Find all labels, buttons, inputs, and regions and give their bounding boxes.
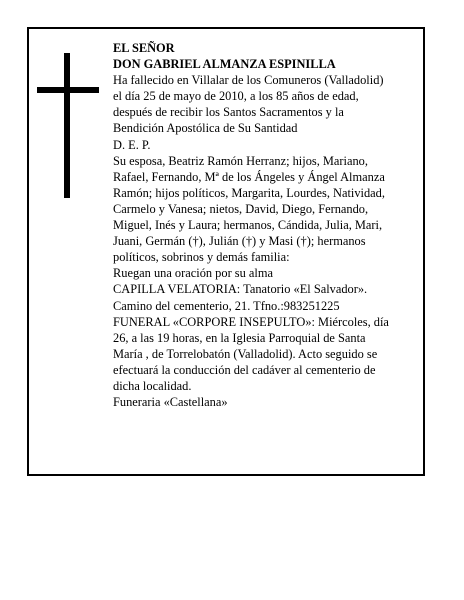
heading-title: EL SEÑOR xyxy=(113,41,175,55)
funeral-line: FUNERAL «CORPORE INSEPULTO»: Miércoles, día xyxy=(113,314,389,329)
body-line: Bendición Apostólica de Su Santidad xyxy=(113,121,298,136)
cross-vertical-bar xyxy=(64,53,70,198)
funeral-line: 26, a las 19 horas, en la Iglesia Parroquial de Santa xyxy=(113,330,366,345)
chapel-line: CAPILLA VELATORIA: Tanatorio «El Salvador». xyxy=(113,282,368,297)
body-line: el día 25 de mayo de 2010, a los 85 años de edad, xyxy=(113,89,359,104)
funeral-line: María , de Torrelobatón (Valladolid). Acto seguido se xyxy=(113,346,378,361)
obituary-text xyxy=(113,40,419,410)
body-line: Ramón; hijos políticos, Margarita, Lourdes, Natividad, xyxy=(113,185,385,200)
chapel-address-line: Camino del cementerio, 21. Tfno.:983251225 xyxy=(113,298,340,313)
funeral-line: efectuará la conducción del cadáver al cementerio de xyxy=(113,362,376,377)
body-line: Su esposa, Beatriz Ramón Herranz; hijos, Mariano, xyxy=(113,153,368,168)
deceased-name: DON GABRIEL ALMANZA ESPINILLA xyxy=(113,57,336,72)
cross-icon xyxy=(37,53,99,198)
body-line: políticos, sobrinos y demás familia: xyxy=(113,250,290,265)
body-line: Rafael, Fernando, Mª de los Ángeles y Ángel Almanza xyxy=(113,169,385,184)
body-line: después de recibir los Santos Sacramentos y la xyxy=(113,105,344,120)
funeral-line: dicha localidad. xyxy=(113,378,192,393)
body-line: Juani, Germán (†), Julián (†) y Masi (†); hermanos xyxy=(113,234,366,249)
body-line: Carmelo y Vanesa; nietos, David, Diego, Fernando, xyxy=(113,201,369,216)
prayer-line: Ruegan una oración por su alma xyxy=(113,266,273,281)
funeral-home-line: Funeraria «Castellana» xyxy=(113,395,228,410)
body-line: Ha fallecido en Villalar de los Comuneros (Valladolid) xyxy=(113,73,384,88)
rip-line: D. E. P. xyxy=(113,137,151,152)
body-line: Miguel, Inés y Laura; hermanos, Cándida, Julia, Mari, xyxy=(113,218,383,233)
cross-horizontal-bar xyxy=(37,87,99,93)
